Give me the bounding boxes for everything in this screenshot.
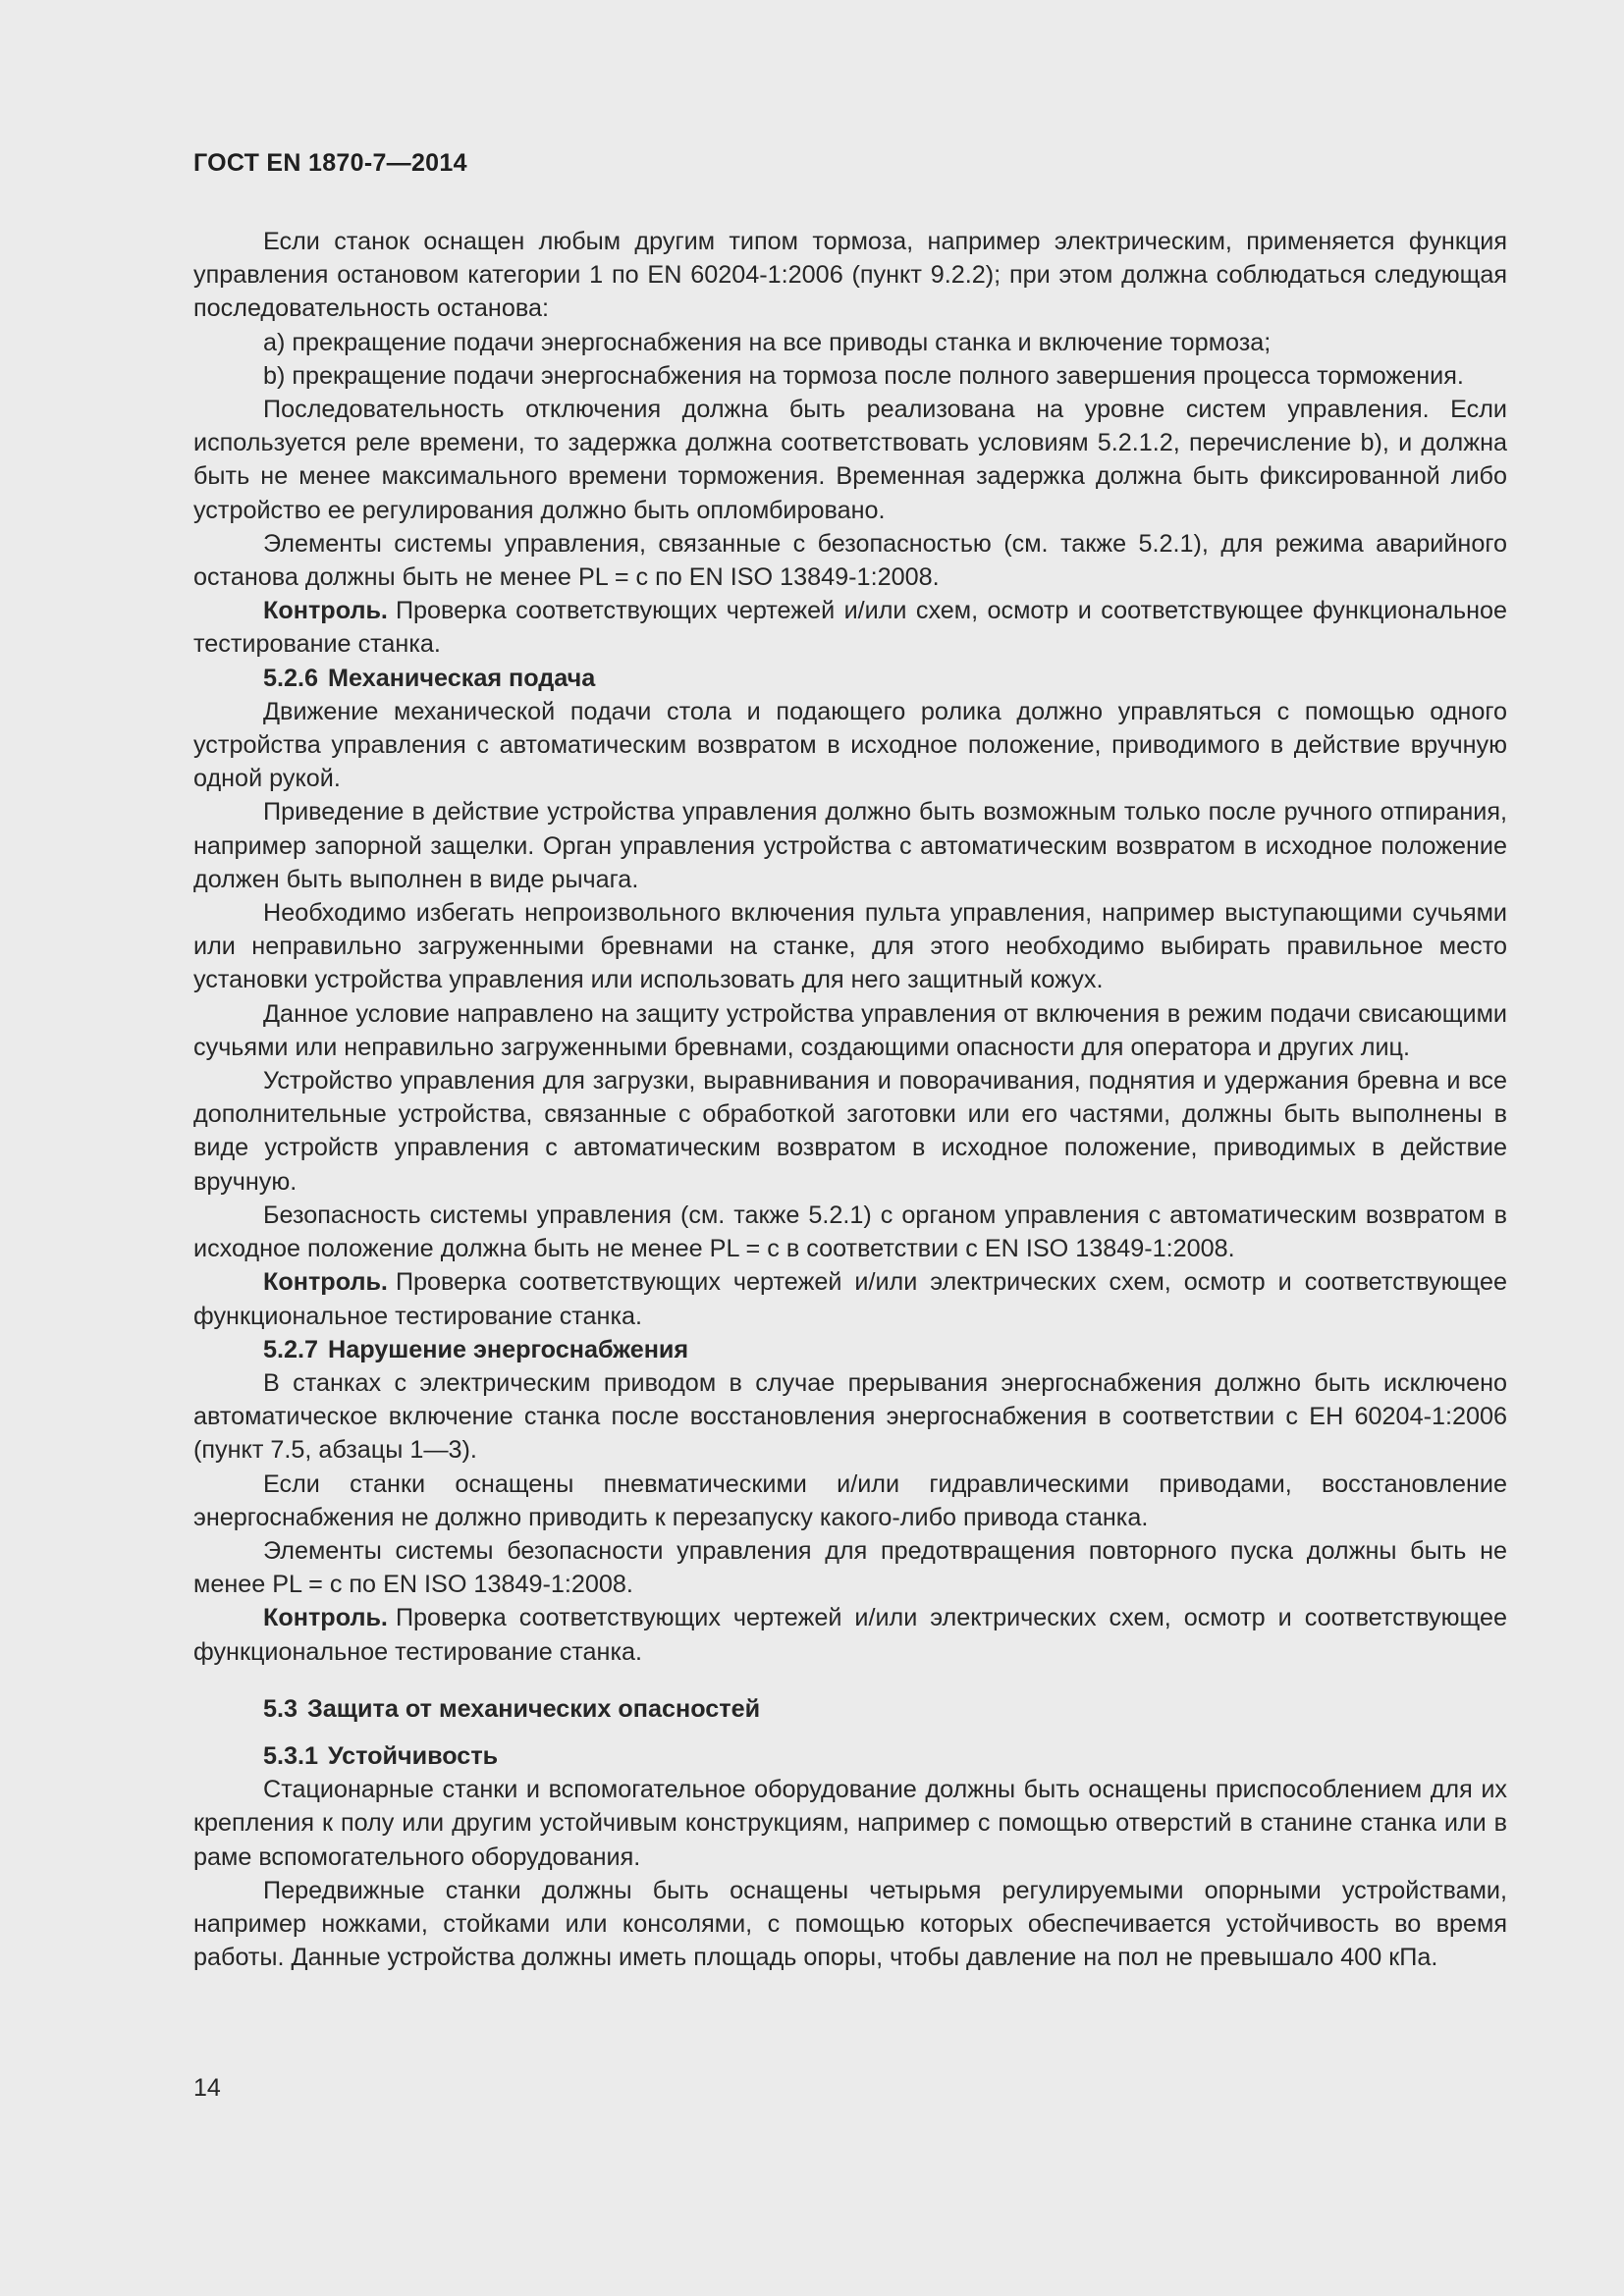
section-title: Нарушение энергоснабжения (328, 1335, 689, 1363)
section-heading (193, 1692, 1507, 1726)
paragraph: Стационарные станки и вспомогательное оборудование должны быть оснащены приспособлением для их крепления к полу или другим устойчивым конструкциям, например с помощью отверстий в станине станка или в раме вспомогательного оборудования. (193, 1776, 1507, 1871)
control-paragraph (193, 594, 1507, 661)
paragraph: a) прекращение подачи энергоснабжения на все приводы станка и включение тормоза; (263, 328, 1272, 356)
paragraph: Необходимо избегать непроизвольного включения пульта управления, например выступающими сучьями или неправильно загруженными бревнами на станке, для этого необходимо выбирать правильное место установки устройства управления или использовать для него защитный кожух. (193, 899, 1507, 994)
section-heading (193, 1739, 1507, 1773)
control-paragraph (193, 1265, 1507, 1332)
control-text: Проверка соответствующих чертежей и/или электрических схем, осмотр и соответствующее функциональное тестирование станка. (193, 1268, 1507, 1330)
paragraph: Устройство управления для загрузки, выравнивания и поворачивания, поднятия и удержания бревна и все дополнительные устройства, связанные с обработкой заготовки или его частями, должны быть выполнены в виде устройств управления с автоматическим возвратом в исходное положение, приводимых в действие вручную. (193, 1067, 1507, 1196)
control-paragraph (193, 1601, 1507, 1668)
section-heading (193, 662, 1507, 695)
page-number: 14 (193, 2074, 221, 2102)
control-label: Контроль. (263, 1268, 388, 1297)
paragraph: Если станок оснащен любым другим типом тормоза, например электрическим, применяется функция управления остановом категории 1 по EN 60204-1:2006 (пункт 9.2.2); при этом должна соблюдаться следующая последовательность останова: (193, 228, 1507, 323)
paragraph: Элементы системы управления, связанные с безопасностью (см. также 5.2.1), для режима аварийного останова должны быть не менее PL = c по EN ISO 13849-1:2008. (193, 529, 1507, 592)
paragraph: Безопасность системы управления (см. также 5.2.1) с органом управления с автоматическим возвратом в исходное положение должна быть не менее PL = c в соответствии с EN ISO 13849-1:2008. (193, 1201, 1507, 1263)
paragraph: Передвижные станки должны быть оснащены четырьмя регулируемыми опорными устройствами, например ножками, стойками или консолями, с помощью которых обеспечивается устойчивость во время работы. Данные устройства должны иметь площадь опоры, чтобы давление на пол не превышало 400 кПа. (193, 1876, 1507, 1972)
paragraph: Движение механической подачи стола и подающего ролика должно управляться с помощью одного устройства управления с автоматическим возвратом в исходное положение, приводимого в действие вручную одной рукой. (193, 697, 1507, 793)
section-title: Устойчивость (328, 1741, 499, 1770)
paragraph: Элементы системы безопасности управления для предотвращения повторного пуска должны быть не менее PL = c по EN ISO 13849-1:2008. (193, 1536, 1507, 1599)
section-title: Механическая подача (328, 664, 596, 692)
section-number: 5.2.7 (263, 1335, 319, 1363)
control-label: Контроль. (263, 597, 388, 625)
document-body (193, 225, 1507, 1974)
control-text: Проверка соответствующих чертежей и/или схем, осмотр и соответствующее функциональное тестирование станка. (193, 597, 1507, 659)
paragraph: Последовательность отключения должна быть реализована на уровне систем управления. Если используется реле времени, то задержка должна соответствовать условиям 5.2.1.2, перечисление b), и должна быть не менее максимального времени торможения. Временная задержка должна быть фиксированной либо устройство ее регулирования должно быть опломбировано. (193, 396, 1507, 524)
section-title: Защита от механических опасностей (307, 1694, 761, 1723)
control-label: Контроль. (263, 1604, 388, 1632)
section-number: 5.3.1 (263, 1741, 319, 1770)
paragraph: Если станки оснащены пневматическими и/или гидравлическими приводами, восстановление энергоснабжения не должно приводить к перезапуску какого-либо привода станка. (193, 1469, 1507, 1531)
section-number: 5.2.6 (263, 664, 319, 692)
paragraph: Данное условие направлено на защиту устройства управления от включения в режим подачи свисающими сучьями или неправильно загруженными бревнами, создающими опасности для оператора и других лиц. (193, 999, 1507, 1061)
standard-designation: ГОСТ EN 1870-7—2014 (193, 149, 467, 177)
paragraph: b) прекращение подачи энергоснабжения на тормоза после полного завершения процесса торможения. (263, 361, 1464, 390)
section-number: 5.3 (263, 1694, 298, 1723)
section-heading (193, 1333, 1507, 1366)
paragraph: Приведение в действие устройства управления должно быть возможным только после ручного отпирания, например запорной защелки. Орган управления устройства с автоматическим возвратом в исходное положение должен быть выполнен в виде рычага. (193, 798, 1507, 893)
paragraph: В станках с электрическим приводом в случае прерывания энергоснабжения должно быть исключено автоматическое включение станка после восстановления энергоснабжения в соответствии с ЕН 60204-1:2006 (пункт 7.5, абзацы 1—3). (193, 1368, 1507, 1465)
control-text: Проверка соответствующих чертежей и/или электрических схем, осмотр и соответствующее функциональное тестирование станка. (193, 1604, 1507, 1666)
